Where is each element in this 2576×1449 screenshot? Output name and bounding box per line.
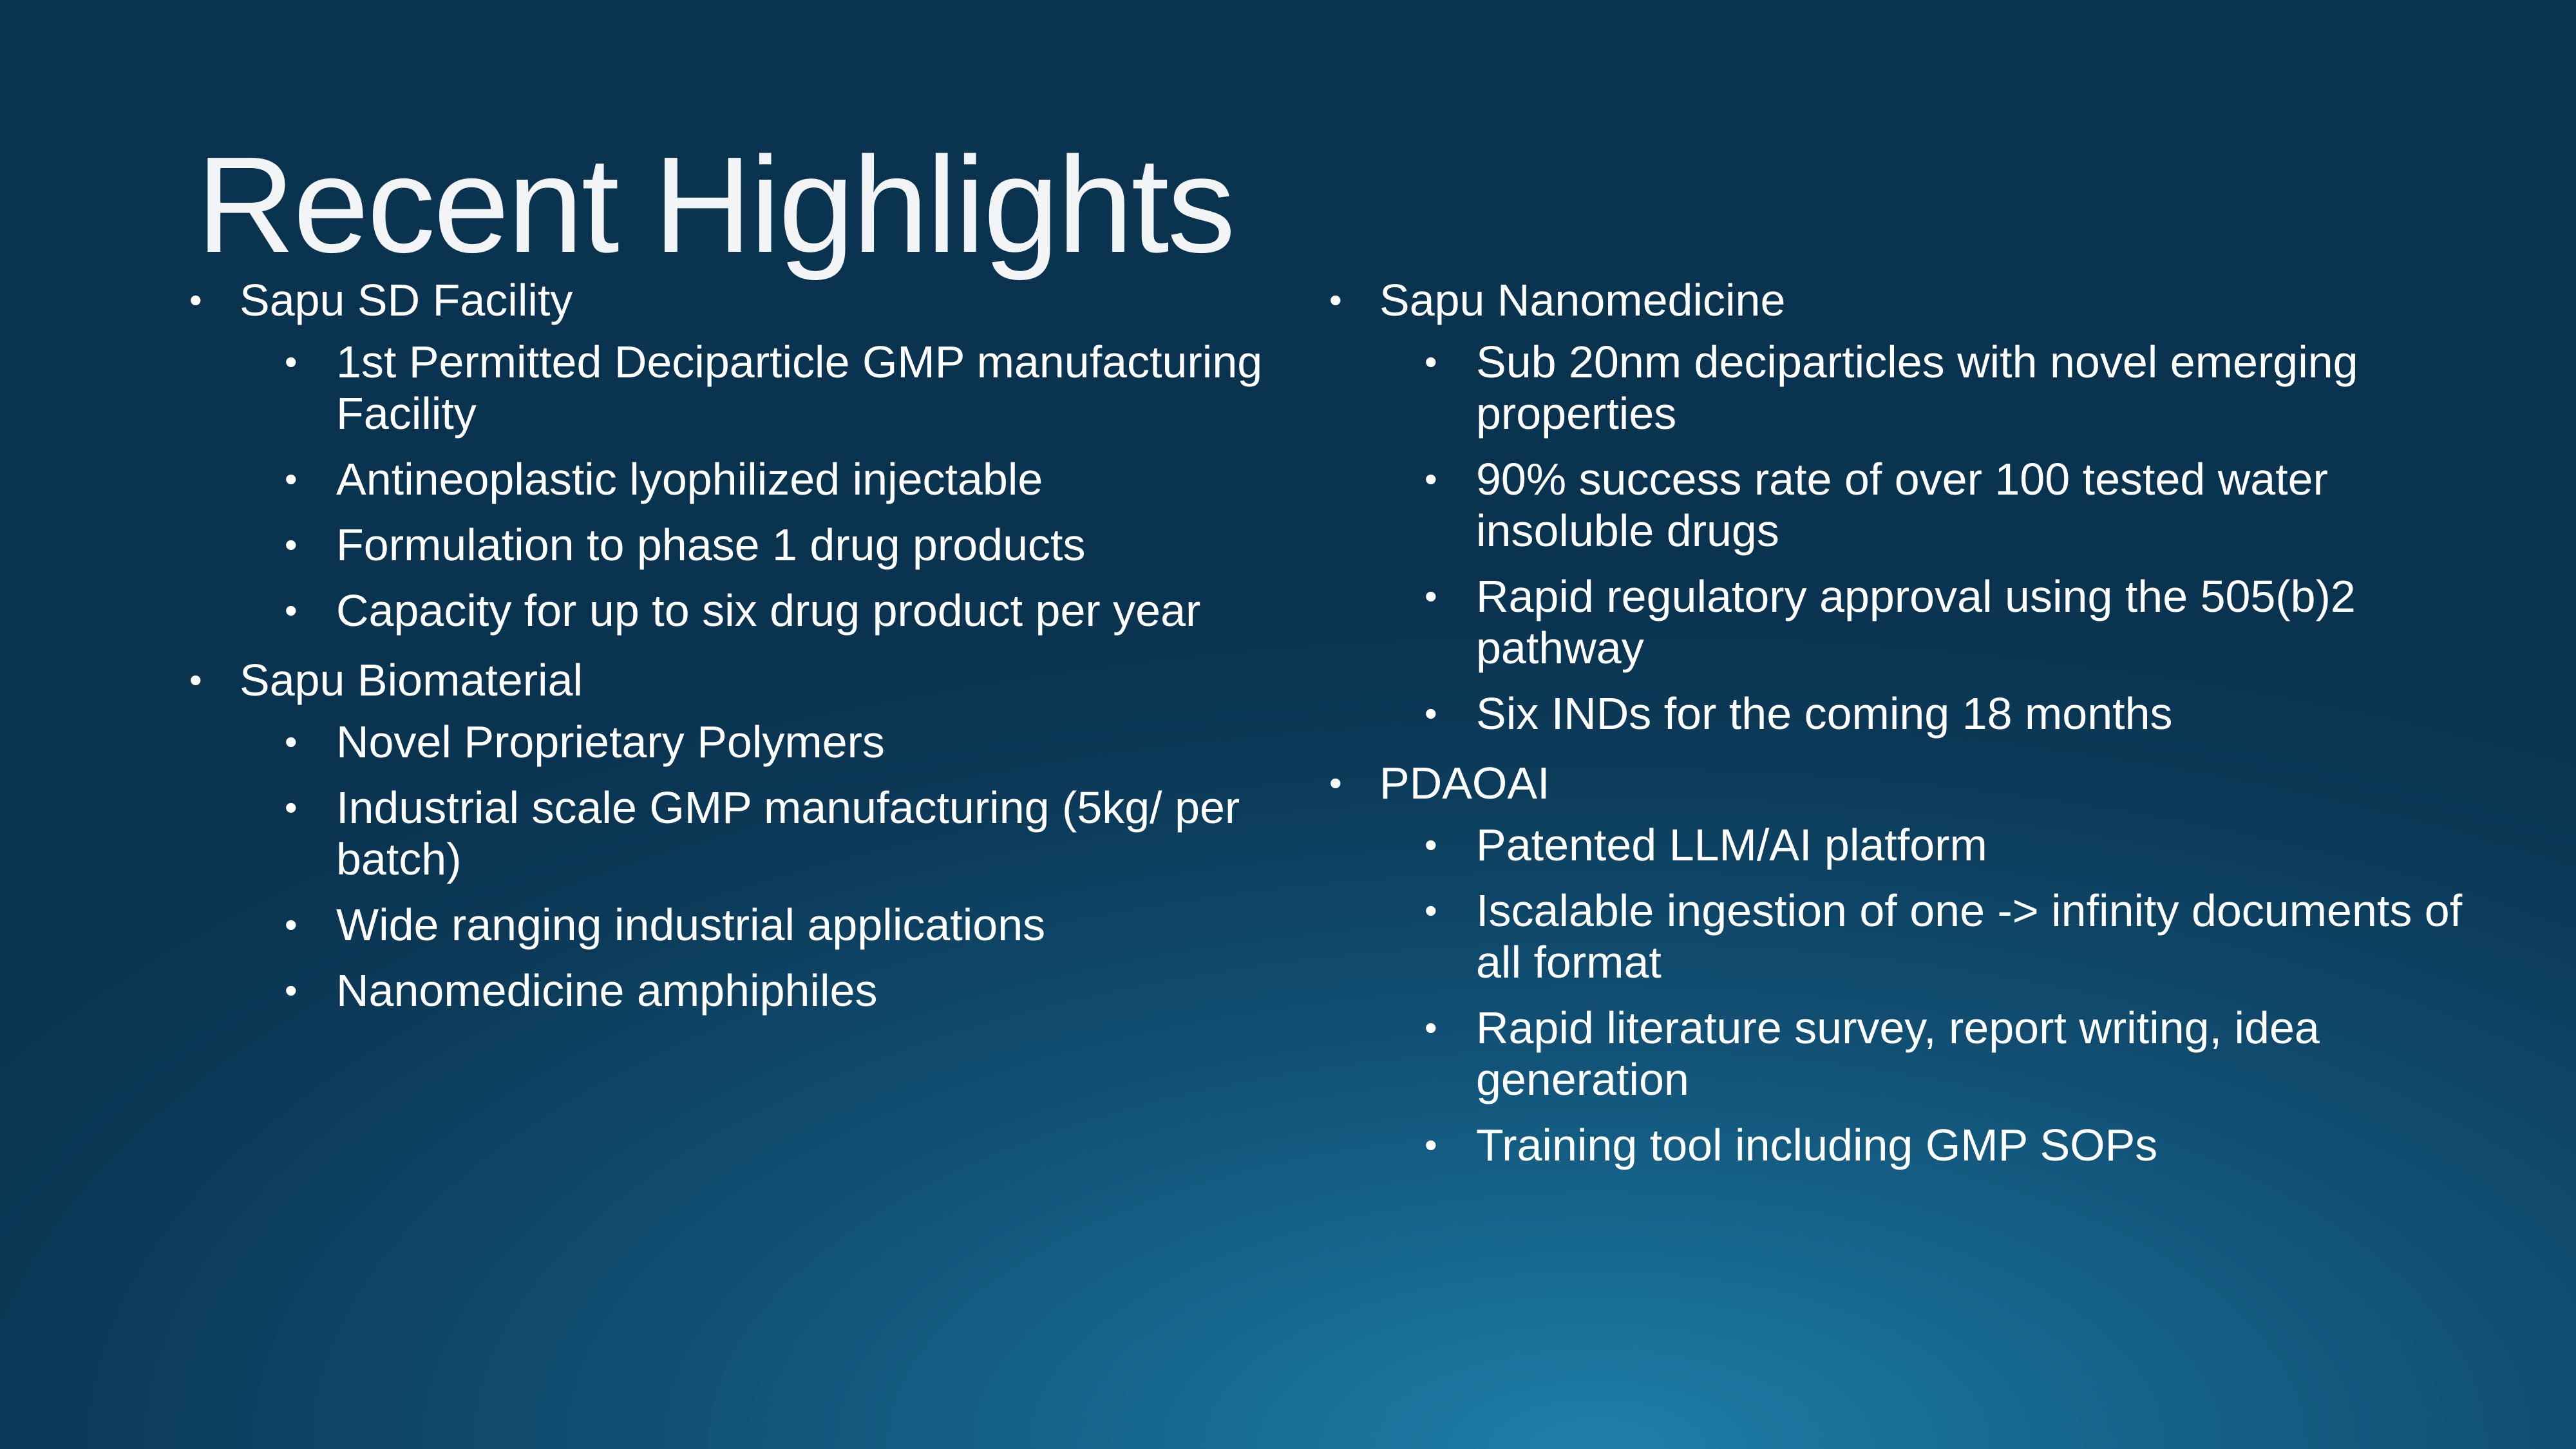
bullet-icon: •	[189, 279, 202, 320]
bullet-icon: •	[285, 590, 298, 630]
list-item-text: 1st Permitted Deciparticle GMP manufacturing Facility	[336, 337, 1263, 439]
bullet-icon: •	[285, 904, 298, 945]
list-item	[1327, 1002, 2486, 1105]
list-item-text: Patented LLM/AI platform	[1476, 820, 1987, 870]
list-item-text: Iscalable ingestion of one -> infinity documents of all format	[1476, 886, 2463, 987]
list-item	[1327, 1119, 2486, 1171]
list-item-text: Industrial scale GMP manufacturing (5kg/ per batch)	[336, 782, 1240, 884]
list-item-text: Sub 20nm deciparticles with novel emerging properties	[1476, 337, 2358, 439]
bullet-icon: •	[1425, 693, 1437, 734]
bullet-icon: •	[285, 970, 298, 1010]
right-column	[1327, 270, 2486, 1185]
list-item	[187, 782, 1282, 885]
section-heading: Sapu Nanomedicine	[1379, 275, 1786, 325]
left-column	[187, 270, 1282, 1030]
list-item-text: Training tool including GMP SOPs	[1476, 1120, 2158, 1170]
bullet-icon: •	[285, 787, 298, 828]
list-item	[1327, 571, 2486, 674]
list-item	[187, 965, 1282, 1016]
list-item-text: Novel Proprietary Polymers	[336, 717, 885, 767]
bullet-icon: •	[1425, 1007, 1437, 1048]
bullet-icon: •	[1425, 341, 1437, 382]
list-item-text: Capacity for up to six drug product per year	[336, 585, 1201, 636]
list-item	[1327, 885, 2486, 988]
bullet-icon: •	[1425, 459, 1437, 499]
bullet-icon: •	[1329, 279, 1342, 320]
bullet-icon: •	[1329, 762, 1342, 803]
section-heading: Sapu Biomaterial	[240, 655, 583, 705]
list-item-text: Antineoplastic lyophilized injectable	[336, 454, 1043, 504]
list-item-text: Nanomedicine amphiphiles	[336, 965, 878, 1016]
list-item	[187, 336, 1282, 439]
sub-list	[1379, 819, 2486, 1171]
bullet-icon: •	[285, 524, 298, 565]
list-item	[187, 519, 1282, 571]
bullet-icon: •	[285, 341, 298, 382]
section-pdaoai	[1327, 753, 2486, 1171]
bullet-icon: •	[285, 721, 298, 762]
list-item	[1327, 688, 2486, 739]
list-item	[187, 453, 1282, 505]
list-item-text: Formulation to phase 1 drug products	[336, 520, 1086, 570]
list-item-text: Rapid regulatory approval using the 505(b)2 pathway	[1476, 571, 2356, 673]
sub-list	[240, 336, 1282, 636]
slide-title: Recent Highlights	[196, 128, 1234, 281]
sub-list	[1379, 336, 2486, 739]
list-item	[1327, 819, 2486, 871]
list-item	[187, 716, 1282, 768]
section-heading: Sapu SD Facility	[240, 275, 573, 325]
bullet-icon: •	[1425, 1124, 1437, 1165]
bullet-icon: •	[1425, 824, 1437, 865]
list-item	[187, 899, 1282, 951]
bullet-icon: •	[1425, 576, 1437, 616]
list-item	[1327, 336, 2486, 439]
list-item-text: Wide ranging industrial applications	[336, 900, 1046, 950]
section-heading: PDAOAI	[1379, 758, 1550, 808]
list-item	[187, 585, 1282, 636]
bullet-icon: •	[1425, 890, 1437, 931]
list-item	[1327, 453, 2486, 556]
sub-list	[240, 716, 1282, 1016]
bullet-icon: •	[189, 659, 202, 700]
bullet-icon: •	[285, 459, 298, 499]
section-sapu-biomaterial	[187, 650, 1282, 1016]
section-sapu-nanomedicine	[1327, 270, 2486, 739]
section-sapu-sd-facility	[187, 270, 1282, 636]
list-item-text: 90% success rate of over 100 tested water insoluble drugs	[1476, 454, 2328, 556]
list-item-text: Rapid literature survey, report writing, idea generation	[1476, 1003, 2320, 1104]
list-item-text: Six INDs for the coming 18 months	[1476, 688, 2173, 739]
